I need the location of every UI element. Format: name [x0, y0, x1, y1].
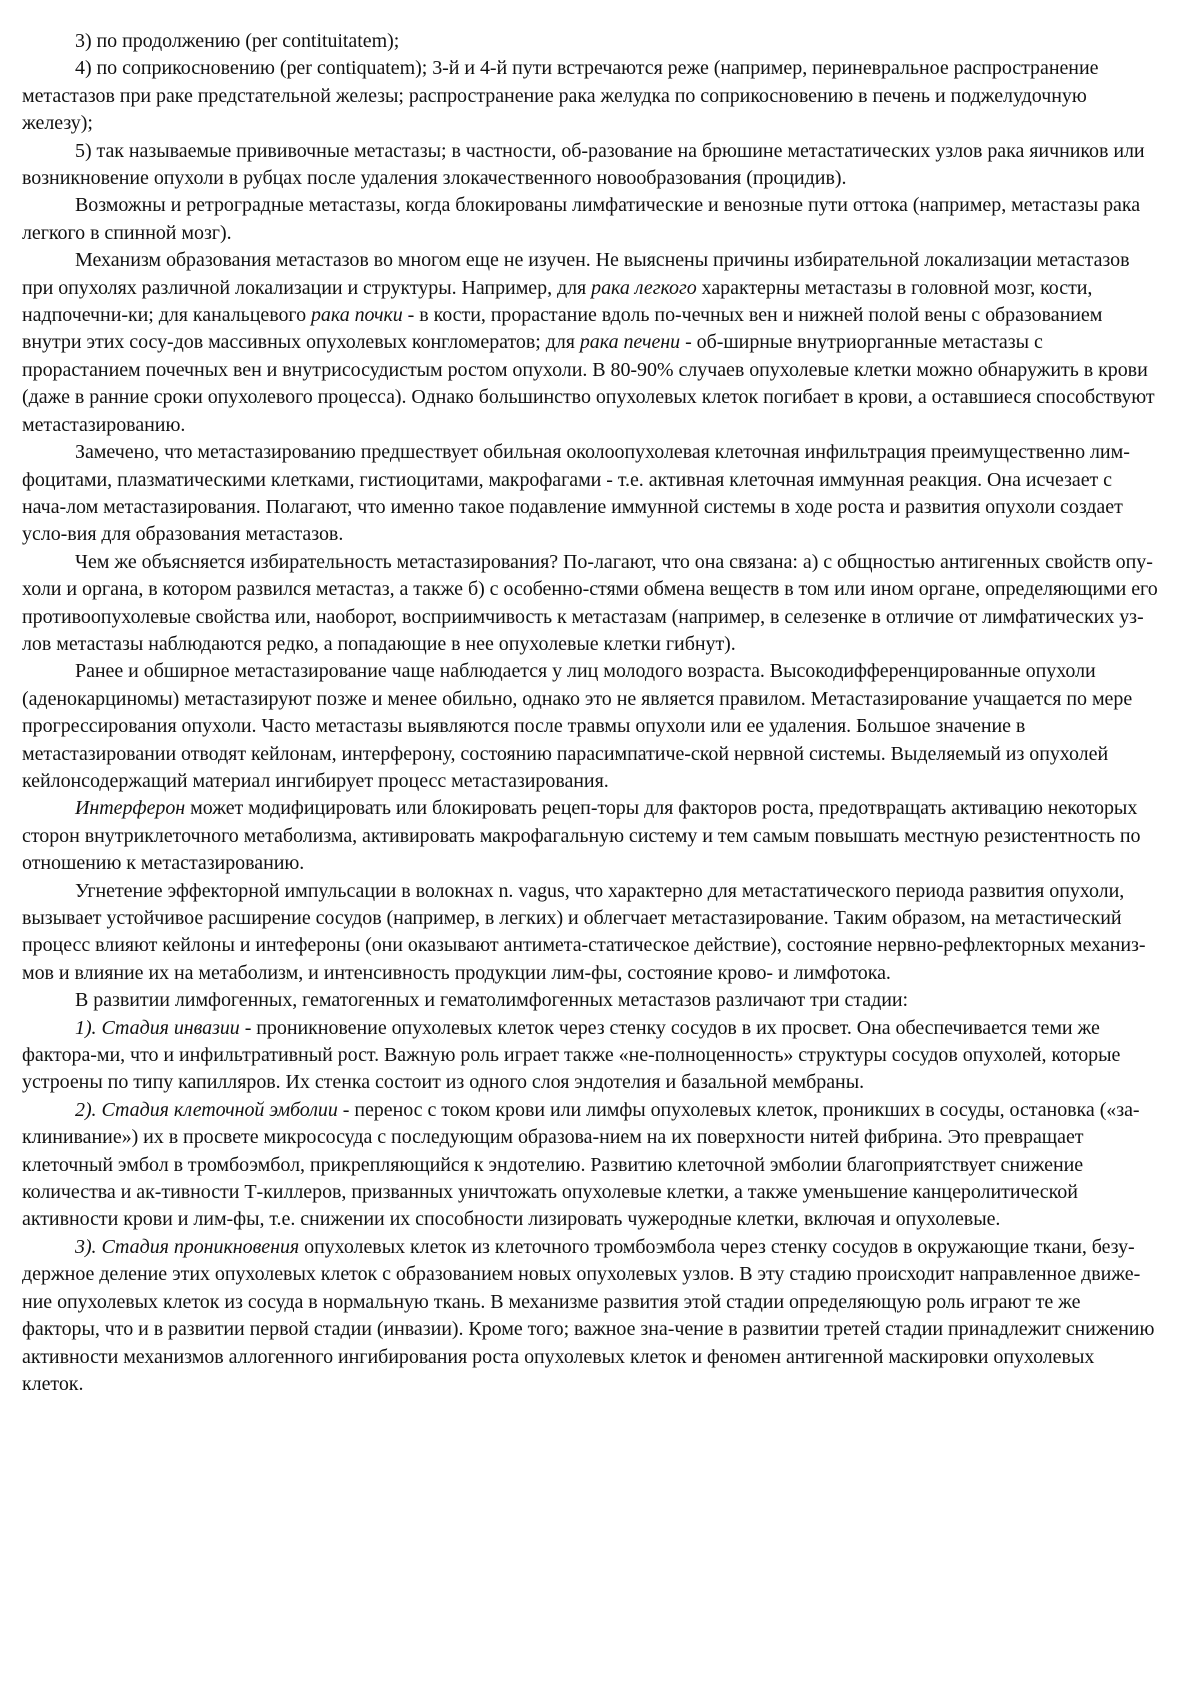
paragraph	[22, 192, 1158, 247]
paragraph-text: 3) по продолжению (per contituitatem);	[75, 30, 400, 52]
paragraph	[22, 247, 1158, 439]
paragraph	[22, 878, 1158, 988]
paragraph-text: Замечено, что метастазированию предшествует обильная околоопухолевая клеточная инфильтрация преимущественно лим-фоцитами, плазматическими клетками, гистиоцитами, макрофагами - т.е. активная клеточная иммунная реакция. Она исчезает с нача-лом метастазирования. Полагают, что именно такое подавление иммунной системы в ходе роста и развития опухоли создает усло-вия для образования метастазов.	[22, 441, 1130, 546]
italic-term: 2). Стадия клеточной эмболии	[75, 1098, 338, 1121]
paragraph	[22, 28, 1158, 55]
paragraph	[22, 55, 1158, 137]
paragraph-text: опухолевых клеток из клеточного тромбоэмбола через стенку сосудов в окружающие ткани, безу-держное деление этих опухолевых клеток с образованием новых опухолевых узлов. В эту стадию происходит направленное движе-ние опухолевых клеток из сосуда в нормальную ткань. В механизме развития этой стадии определяющую роль играют те же факторы, что и в развитии первой стадии (инвазии). Кроме того; важное зна-чение в развитии третей стадии принадлежит снижению активности механизмов аллогенного ингибирования роста опухолевых клеток и феномен антигенной маскировки опухолевых клеток.	[22, 1235, 1155, 1395]
paragraph-text: 5) так называемые прививочные метастазы; в частности, об-разование на брюшине метастатических узлов рака яичников или возникновение опухоли в рубцах после удаления злокачественного новообразования (процидив).	[22, 139, 1145, 190]
paragraph	[22, 795, 1158, 877]
italic-term: Интерферон	[75, 797, 186, 820]
paragraph-text: характерны метастазы в головной мозг, кости, надпочечни-ки; для канальцевого	[22, 276, 1093, 327]
paragraph-text: - перенос с током крови или лимфы опухолевых клеток, проникших в сосуды, остановка («за-клинивание») их в просвете микрососуда с последующим образова-нием на их поверхности нитей фибрина. Это превращает клеточный эмбол в тромбоэмбол, прикрепляющийся к эндотелию. Развитию клеточной эмболии благоприятствует снижение количества и ак-тивности Т-киллеров, призванных уничтожать опухолевые клетки, а также уменьшение канцеролитической активности крови и лим-фы, т.е. снижении их способности лизировать чужеродные клетки, включая и опухолевые.	[22, 1098, 1140, 1231]
paragraph	[22, 1015, 1158, 1097]
paragraph	[22, 1234, 1158, 1398]
italic-term: рака почки	[310, 304, 403, 327]
paragraph	[22, 439, 1158, 549]
paragraph	[22, 1097, 1158, 1234]
paragraph-text: 4) по соприкосновению (per contiquatem); 3-й и 4-й пути встречаются реже (например, периневральное распространение метастазов при раке предстательной железы; распространение рака желудка по соприкосновению в печень и поджелудочную железу);	[22, 57, 1099, 135]
paragraph	[22, 138, 1158, 193]
paragraph-text: В развитии лимфогенных, гематогенных и гематолимфогенных метастазов различают три стадии:	[75, 989, 909, 1012]
italic-term: 3). Стадия проникновения	[75, 1235, 300, 1258]
paragraph-text: Чем же объясняется избирательность метастазирования? По-лагают, что она связана: а) с общностью антигенных свойств опу-холи и органа, в котором развился метастаз, а также б) с особенно-стями обмена веществ в том или ином органе, определяющими его противоопухолевые свойства или, наоборот, восприимчивость к метастазам (например, в селезенке в отличие от лимфатических уз-лов метастазы наблюдаются редко, а попадающие в нее опухолевые клетки гибнут).	[22, 550, 1158, 655]
paragraph	[22, 987, 1158, 1014]
paragraph-text: - об-ширные внутриорганные метастазы с прорастанием почечных вен и внутрисосудистым ростом опухоли. В 80-90% случаев опухолевые клетки можно обнаружить в крови (даже в ранние сроки опухолевого процесса). Однако большинство опухолевых клеток погибает в крови, а оставшиеся способствуют метастазированию.	[22, 331, 1155, 436]
paragraph-text: Возможны и ретроградные метастазы, когда блокированы лимфатические и венозные пути оттока (например, метастазы рака легкого в спинной мозг).	[22, 194, 1141, 244]
paragraph-text: - проникновение опухолевых клеток через стенку сосудов в их просвет. Она обеспечивается теми же фактора-ми, что и инфильтративный рост. Важную роль играет также «не-полноценность» структуры сосудов опухолей, которые устроены по типу капилляров. Их стенка состоит из одного слоя эндотелия и базальной мембраны.	[22, 1016, 1121, 1094]
paragraph-text: - в кости, прорастание вдоль по-чечных вен и нижней полой вены с образованием внутри этих сосу-дов массивных опухолевых конгломератов; для	[22, 304, 1103, 354]
paragraph-text: Механизм образования метастазов во многом еще не изучен. Не выяснены причины избирательной локализации метастазов при опухолях различной локализации и структуры. Например, для	[22, 249, 1130, 299]
paragraph	[22, 658, 1158, 795]
italic-term: рака легкого	[591, 276, 697, 299]
italic-term: 1). Стадия инвазии	[75, 1016, 240, 1039]
paragraph	[22, 549, 1158, 659]
paragraph-text: может модифицировать или блокировать рецеп-торы для факторов роста, предотвращать активацию некоторых сторон внутриклеточного метаболизма, активировать макрофагальную систему и тем самым повышать местную резистентность по отношению к метастазированию.	[22, 797, 1141, 875]
paragraph-text: Ранее и обширное метастазирование чаще наблюдается у лиц молодого возраста. Высокодифференцированные опухоли (аденокарциномы) метастазируют позже и менее обильно, однако это не является правилом. Метастазирование учащается по мере прогрессирования опухоли. Часто метастазы выявляются после травмы опухоли или ее удаления. Большое значение в метастазировании отводят кейлонам, интерферону, состоянию парасимпатиче-ской нервной системы. Выделяемый из опухолей кейлонсодержащий материал ингибирует процесс метастазирования.	[22, 660, 1133, 792]
paragraph-text: Угнетение эффекторной импульсации в волокнах n. vagus, что характерно для метастатического периода развития опухоли, вызывает устойчивое расширение сосудов (например, в легких) и облегчает метастазирование. Таким образом, на метастический процесс влияют кейлоны и интефероны (они оказывают антимета-статическое действие), состояние нервно-рефлекторных механиз-мов и влияние их на метаболизм, и интенсивность продукции лим-фы, состояние крово- и лимфотока.	[22, 879, 1146, 984]
italic-term: рака печени	[579, 331, 681, 354]
